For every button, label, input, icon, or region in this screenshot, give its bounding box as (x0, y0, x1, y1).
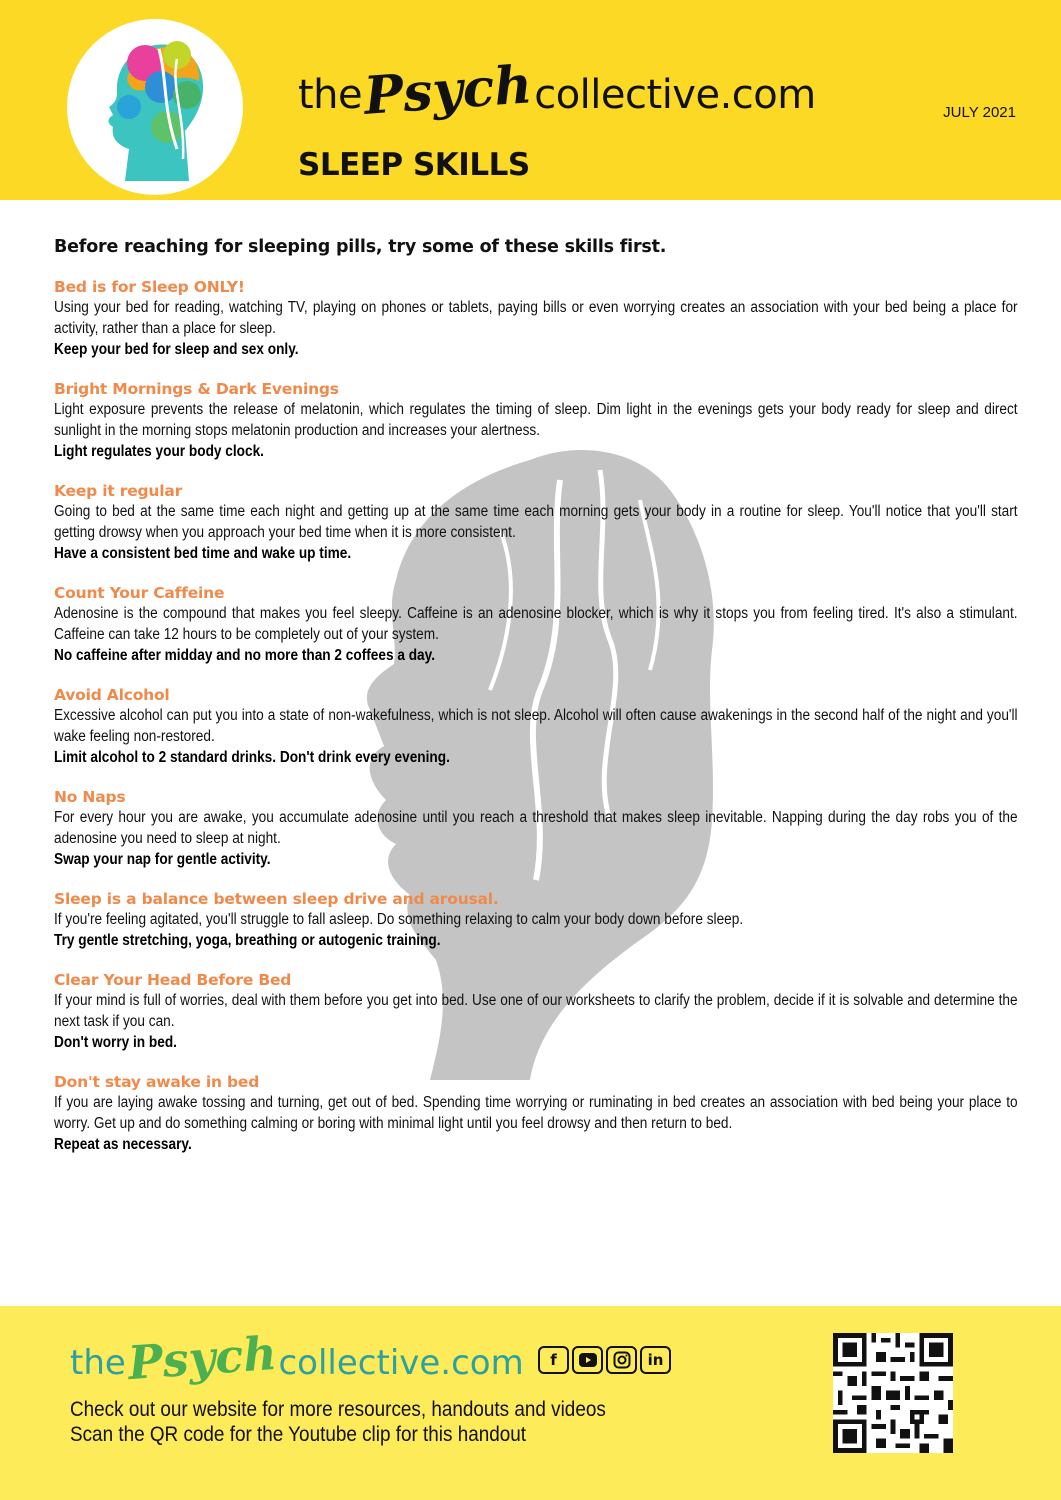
tip-body: Going to bed at the same time each night and getting up at the same time each morning gets your body in a routine for sleep. You'll notice that you'll start getting drowsy when you approach your bed time when it is more consistent. (54, 503, 1018, 541)
page-title: SLEEP SKILLS (298, 147, 530, 183)
instagram-icon[interactable] (606, 1346, 637, 1374)
tip-takeaway: Don't worry in bed. (54, 1034, 177, 1051)
tip-section (54, 970, 1018, 1053)
footer-brand-wordmark[interactable] (70, 1325, 524, 1391)
footer-qr-note: Scan the QR code for the Youtube clip for this handout (70, 1423, 527, 1446)
tip-section (54, 379, 1018, 462)
head-profile-icon (67, 19, 243, 195)
tip-section (54, 787, 1018, 870)
tip-heading: Keep it regular (54, 482, 183, 500)
tip-heading: Bright Mornings & Dark Evenings (54, 380, 339, 398)
brand-wordmark (298, 54, 816, 130)
tip-takeaway: Limit alcohol to 2 standard drinks. Don't drink every evening. (54, 749, 450, 766)
tip-takeaway: Keep your bed for sleep and sex only. (54, 341, 299, 358)
tip-heading: No Naps (54, 788, 126, 806)
header-banner (0, 0, 1061, 200)
tip-section (54, 481, 1018, 564)
tip-body: If your mind is full of worries, deal with them before you get into bed. Use one of our worksheets to clarify the problem, decide if it is solvable and determine the next task if you can. (54, 992, 1018, 1030)
footer-website-note: Check out our website for more resources, handouts and videos (70, 1398, 606, 1421)
brand-script: Psych (362, 54, 535, 127)
tip-body: Using your bed for reading, watching TV, playing on phones or tablets, paying bills or even worrying creates an association with your bed being a place for activity, rather than a place for sleep. (54, 299, 1018, 337)
tip-body: Light exposure prevents the release of melatonin, which regulates the timing of sleep. Dim light in the evenings gets your body ready for sleep and direct sunlight in the morning stops melatonin production and increases your alertness. (54, 401, 1018, 439)
tip-heading: Count Your Caffeine (54, 584, 225, 602)
tip-takeaway: Swap your nap for gentle activity. (54, 851, 271, 868)
tip-section (54, 685, 1018, 768)
tip-heading: Don't stay awake in bed (54, 1073, 260, 1091)
intro-text: Before reaching for sleeping pills, try some of these skills first. (54, 237, 667, 257)
brand-suffix: collective.com (534, 72, 816, 118)
qr-code-icon[interactable] (833, 1333, 953, 1453)
tip-takeaway: Light regulates your body clock. (54, 443, 264, 460)
footer-brand-suffix: collective.com (278, 1343, 524, 1383)
facebook-icon[interactable]: f (538, 1346, 569, 1374)
footer-brand-script: Psych (126, 1325, 279, 1391)
main-content (54, 237, 1018, 1174)
tip-heading: Sleep is a balance between sleep drive and arousal. (54, 890, 499, 908)
tip-body: For every hour you are awake, you accumulate adenosine until you reach a threshold that makes sleep inevitable. Napping during the day robs you of the adenosine you need to sleep at night. (54, 809, 1018, 847)
footer-banner (0, 1306, 1061, 1500)
tip-body: If you're feeling agitated, you'll struggle to fall asleep. Do something relaxing to calm your body down before sleep. (54, 911, 744, 928)
tip-takeaway: Repeat as necessary. (54, 1136, 192, 1153)
tip-heading: Avoid Alcohol (54, 686, 170, 704)
tip-heading: Bed is for Sleep ONLY! (54, 278, 245, 296)
tip-section (54, 889, 1018, 951)
tip-body: Excessive alcohol can put you into a state of non-wakefulness, which is not sleep. Alcohol will often cause awakenings in the second half of the night and you'll wake feeling non-restored. (54, 707, 1018, 745)
logo (67, 19, 243, 195)
tip-section (54, 583, 1018, 666)
document-date: JULY 2021 (943, 104, 1016, 121)
tip-section (54, 1072, 1018, 1155)
tip-takeaway: No caffeine after midday and no more than 2 coffees a day. (54, 647, 436, 664)
brand-prefix: the (298, 72, 363, 118)
youtube-icon[interactable] (572, 1346, 603, 1374)
footer-brand-prefix: the (70, 1343, 126, 1383)
tip-section (54, 277, 1018, 360)
tip-body: Adenosine is the compound that makes you feel sleepy. Caffeine is an adenosine blocker, which is why it stops you from feeling tired. It's also a stimulant. Caffeine can take 12 hours to be completely out of your system. (54, 605, 1018, 643)
tip-body: If you are laying awake tossing and turning, get out of bed. Spending time worrying or ruminating in bed creates an association with bed being your place to worry. Get up and do something calming or boring with minimal light until you feel drowsy and then return to bed. (54, 1094, 1018, 1132)
tip-takeaway: Have a consistent bed time and wake up time. (54, 545, 352, 562)
linkedin-icon[interactable]: in (640, 1346, 671, 1374)
social-links (538, 1346, 671, 1374)
tip-heading: Clear Your Head Before Bed (54, 971, 292, 989)
tip-takeaway: Try gentle stretching, yoga, breathing or autogenic training. (54, 932, 441, 949)
